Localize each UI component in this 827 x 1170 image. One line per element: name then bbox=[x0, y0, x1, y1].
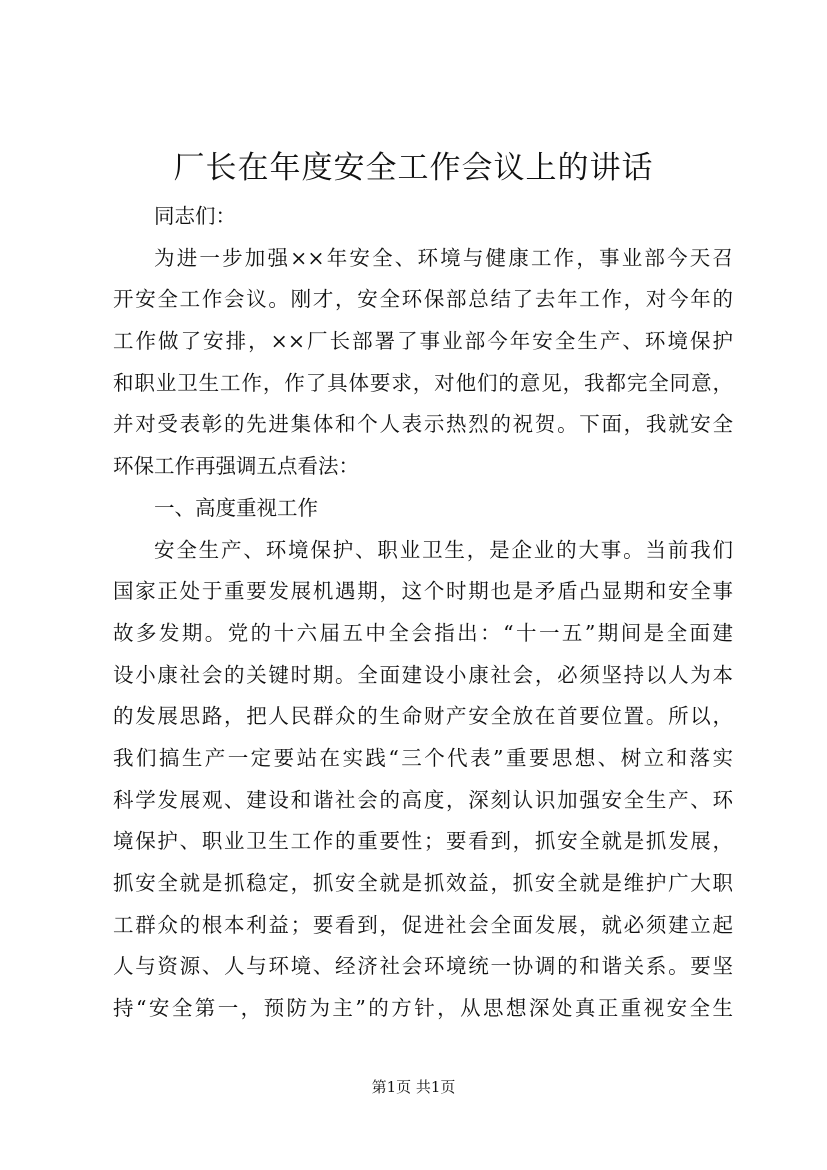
salutation-line: 同志们： bbox=[154, 204, 236, 228]
section-heading: 一、高度重视工作 bbox=[154, 495, 318, 520]
paragraph-line: 设小康社会的关键时期。全面建设小康社会，必须坚持以人为本 bbox=[113, 662, 733, 687]
paragraph-line: 环保工作再强调五点看法： bbox=[113, 454, 359, 479]
paragraph-line: 持“安全第一，预防为主”的方针，从思想深处真正重视安全生 bbox=[113, 996, 733, 1021]
document-body bbox=[113, 196, 733, 1030]
paragraph-line: 开安全工作会议。刚才，安全环保部总结了去年工作，对今年的 bbox=[113, 287, 733, 312]
paragraph-line: 为进一步加强××年安全、环境与健康工作，事业部今天召 bbox=[154, 245, 733, 270]
paragraph-line: 的发展思路，把人民群众的生命财产安全放在首要位置。所以， bbox=[113, 704, 733, 729]
document-title: 厂长在年度安全工作会议上的讲话 bbox=[173, 150, 654, 186]
paragraph-line: 工群众的根本利益；要看到，促进社会全面发展，就必须建立起 bbox=[113, 912, 733, 937]
paragraph-line: 国家正处于重要发展机遇期，这个时期也是矛盾凸显期和安全事 bbox=[113, 579, 733, 604]
paragraph-line: 人与资源、人与环境、经济社会环境统一协调的和谐关系。要坚 bbox=[113, 954, 733, 979]
paragraph-line: 和职业卫生工作，作了具体要求，对他们的意见，我都完全同意， bbox=[113, 370, 733, 395]
paragraph-line: 科学发展观、建设和谐社会的高度，深刻认识加强安全生产、环 bbox=[113, 787, 733, 812]
page-number-footer: 第1页 共1页 bbox=[371, 1078, 456, 1096]
paragraph-line: 安全生产、环境保护、职业卫生，是企业的大事。当前我们 bbox=[154, 537, 733, 562]
paragraph-line: 我们搞生产一定要站在实践“三个代表”重要思想、树立和落实 bbox=[113, 745, 733, 770]
paragraph-line: 工作做了安排，××厂长部署了事业部今年安全生产、环境保护 bbox=[113, 329, 733, 354]
paragraph-line: 并对受表彰的先进集体和个人表示热烈的祝贺。下面，我就安全 bbox=[113, 412, 733, 437]
paragraph-line: 境保护、职业卫生工作的重要性；要看到，抓安全就是抓发展， bbox=[113, 829, 733, 854]
paragraph-line: 故多发期。党的十六届五中全会指出：“十一五”期间是全面建 bbox=[113, 620, 733, 645]
paragraph-line: 抓安全就是抓稳定，抓安全就是抓效益，抓安全就是维护广大职 bbox=[113, 871, 733, 895]
